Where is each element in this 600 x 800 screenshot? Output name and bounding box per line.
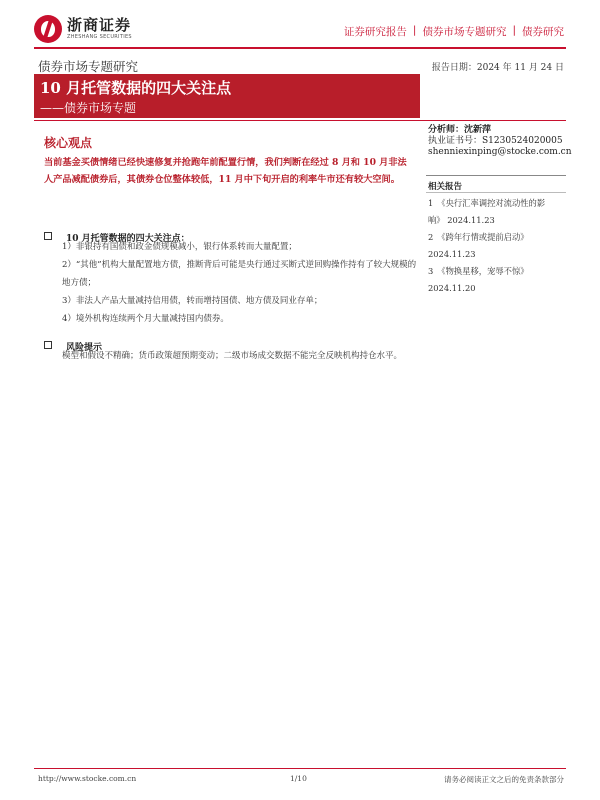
logo-icon [34,15,62,43]
keypoint-item: 1）非银持有国债和政金债规模减小，银行体系转而大量配置； [62,242,297,252]
related-report-date: 2024.11.23 [428,249,476,259]
analyst-name: 分析师：沈新萍 [428,125,492,135]
related-report-item[interactable] [428,229,568,263]
disclaimer-note: 请务必阅读正文之后的免责条款部分 [444,775,564,784]
category-separator: | [412,24,417,36]
related-report-title: 《跨年行情或提前启动》 [437,232,529,242]
page-number: 1/10 [290,774,307,783]
header-divider [34,47,566,49]
side-divider [426,175,566,176]
logo-name-en: ZHESHANG SECURITIES [67,34,132,40]
category-separator: | [512,24,516,36]
related-reports-list [428,195,568,297]
related-reports-heading: 相关报告 [428,182,463,192]
footer-url[interactable]: http://www.stocke.com.cn [38,774,137,783]
logo-name-cn: 浙商证券 [67,16,132,34]
core-viewpoint-heading: 核心观点 [44,136,93,150]
risk-text: 模型和假设不精确；货币政策超预期变动；二级市场成交数据不能完全反映机构持仓水平。 [62,351,403,361]
risk-heading: 风险提示 [66,343,103,353]
category-bond-market-topic: 债券市场专题研究 [422,26,507,38]
related-report-number: 2 [428,232,434,242]
category-securities-research: 证券研究报告 [343,26,407,38]
keypoint-item: 2）“其他”机构大量配置地方债，推断背后可能是央行通过买断式逆回购操作持有了较大规模的地方债； [62,260,417,288]
related-report-title: 《央行汇率调控对流动性的影响》 [428,198,546,225]
core-viewpoint-text: 当前基金买债情绪已经快速修复并抢跑年前配置行情，我们判断在经过 8 月和 10 月非法人产品减配债券后，其债券仓位整体较低，11 月中下旬开启的利率牛市还有较大空间。 [44,157,407,185]
related-report-date: 2024.11.23 [447,215,495,225]
report-date: 报告日期：2024 年 11 月 24 日 [431,63,564,73]
related-report-title: 《物换星移，宠辱不惊》 [437,266,529,276]
keypoint-item: 3）非法人产品大量减持信用债，转而增持国债、地方债及同业存单； [62,296,323,306]
related-report-item[interactable] [428,263,568,297]
related-report-number: 1 [428,198,434,208]
related-report-number: 3 [428,266,434,276]
title-divider [34,120,566,121]
report-title: 10 月托管数据的四大关注点 [40,79,232,97]
keypoint-item: 4）境外机构连续两个月大量减持国内债券。 [62,314,229,324]
category-bond-research: 债券研究 [522,26,564,38]
related-report-item[interactable] [428,195,568,229]
footer-divider [34,768,566,769]
keypoints-heading: 10 月托管数据的四大关注点： [66,234,190,244]
header-categories [344,24,564,39]
checkbox-bullet-icon [44,341,52,349]
side-divider [426,192,566,193]
report-subtitle: ——债券市场专题 [40,101,137,115]
related-report-date: 2024.11.20 [428,283,476,293]
checkbox-bullet-icon [44,232,52,240]
keypoints-list [62,238,417,328]
report-type: 债券市场专题研究 [38,59,139,74]
analyst-cert: 执业证书号：S1230524020005 [428,136,563,146]
analyst-info [428,125,572,158]
analyst-email[interactable]: shenniexinping@stocke.com.cn [428,147,572,157]
company-logo [34,14,132,44]
